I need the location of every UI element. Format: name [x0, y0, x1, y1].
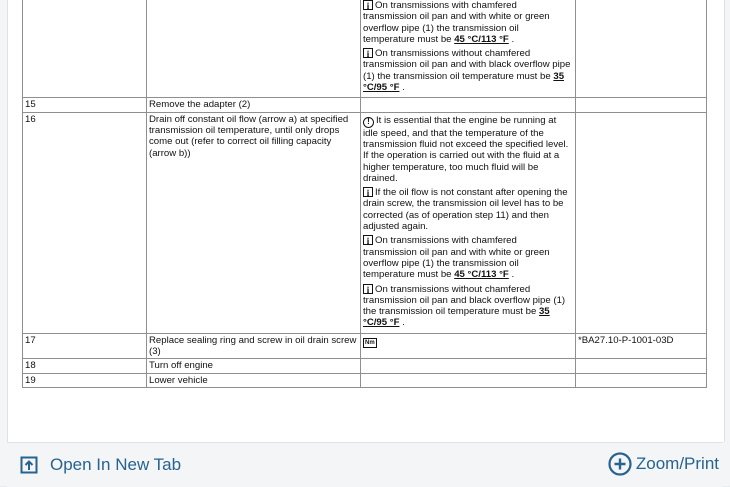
table-row [23, 333, 707, 359]
info-icon: i [363, 48, 373, 58]
action-cell: Turn off engine [147, 359, 361, 373]
note-text: On transmissions without chamfered transmission oil pan and black overflow pipe (1) the transmission oil temperature must be [363, 283, 566, 318]
temperature-value: 35 °C/95 °F [363, 306, 550, 329]
reference-cell [576, 373, 707, 387]
notes-cell [361, 98, 576, 112]
notes-cell [361, 0, 576, 98]
table-row [23, 0, 707, 98]
step-number-cell: 17 [23, 333, 147, 359]
zoom-print-label: Zoom/Print [635, 454, 719, 473]
note-text: On transmissions without chamfered transmission oil pan and with black overflow pipe (1) the transmission oil temperature must be [363, 48, 571, 82]
info-icon: i [363, 284, 373, 294]
viewer-footer [7, 442, 723, 487]
note: i On transmissions with chamfered transmission oil pan and with white or green overflow pipe (1) the transmission oil temperature must be 45 °C/113 °F . [363, 0, 550, 45]
step-number-cell: 15 [23, 98, 147, 112]
note [363, 115, 573, 184]
step-number-cell: 16 [23, 112, 147, 333]
procedure-table [22, 0, 707, 388]
action-cell [147, 0, 361, 98]
table-row [23, 373, 707, 387]
open-in-new-tab-link[interactable] [20, 455, 181, 475]
note [363, 336, 573, 348]
table-row [23, 359, 707, 373]
notes-cell [361, 112, 576, 333]
table-row [23, 98, 707, 112]
info-icon: i [363, 0, 373, 10]
plus-circle-icon [608, 452, 632, 476]
note-text: It is essential that the engine be running at idle speed, and that the temperature of the transmission fluid not exceed the specified level. If the operation is carried out with the fluid at a higher temperature, too much fluid will be drained. [363, 114, 569, 184]
zoom-print-button[interactable] [608, 452, 719, 476]
note: i On transmissions without chamfered transmission oil pan and with black overflow pipe (1) the transmission oil temperature must be 35 °C/95 °F . [363, 48, 571, 94]
temperature-value: 45 °C/113 °F [454, 33, 509, 45]
reference-cell [576, 98, 707, 112]
step-number-cell: 19 [23, 373, 147, 387]
temperature-value: 35 °C/95 °F [363, 70, 565, 94]
open-new-tab-icon [20, 456, 38, 474]
reference-cell [576, 0, 707, 98]
note: i On transmissions without chamfered transmission oil pan and black overflow pipe (1) the transmission oil temperature must be 35 °C/95 °F . [363, 283, 566, 329]
action-cell: Remove the adapter (2) [147, 98, 361, 112]
reference-cell [576, 359, 707, 373]
note-text: On transmissions with chamfered transmission oil pan and with white or green overflow pipe (1) the transmission oil temperature must be [363, 235, 550, 281]
note [363, 187, 573, 232]
step-number-cell: 18 [23, 359, 147, 373]
notes-cell [361, 333, 576, 359]
note-text: If the oil flow is not constant after opening the drain screw, the transmission oil level has to be corrected (as of operation step 11) and then adjusted again. [363, 187, 568, 233]
step-number-cell [23, 0, 147, 98]
reference-cell: *BA27.10-P-1001-03D [576, 333, 707, 359]
document-viewport [7, 0, 725, 442]
notes-cell [361, 359, 576, 373]
temperature-value: 45 °C/113 °F [454, 269, 509, 281]
torque-icon: Nm [365, 339, 375, 346]
info-icon: i [363, 235, 373, 245]
action-cell: Lower vehicle [147, 373, 361, 387]
note: i On transmissions with chamfered transmission oil pan and with white or green overflow pipe (1) the transmission oil temperature must be 45 °C/113 °F . [363, 235, 550, 281]
note-text: On transmissions with chamfered transmission oil pan and with white or green overflow pipe (1) the transmission oil temperature must be [363, 0, 550, 45]
reference-cell [576, 112, 707, 333]
info-icon: i [363, 187, 373, 197]
table-row [23, 112, 707, 333]
open-in-new-tab-label: Open In New Tab [50, 455, 182, 474]
warning-icon: ! [363, 117, 374, 128]
notes-cell [361, 373, 576, 387]
action-cell: Replace sealing ring and screw in oil drain screw (3) [147, 333, 361, 359]
action-cell: Drain off constant oil flow (arrow a) at specified transmission oil temperature, until only drops come out (refer to correct oil filling capacity (arrow b)) [147, 112, 361, 333]
